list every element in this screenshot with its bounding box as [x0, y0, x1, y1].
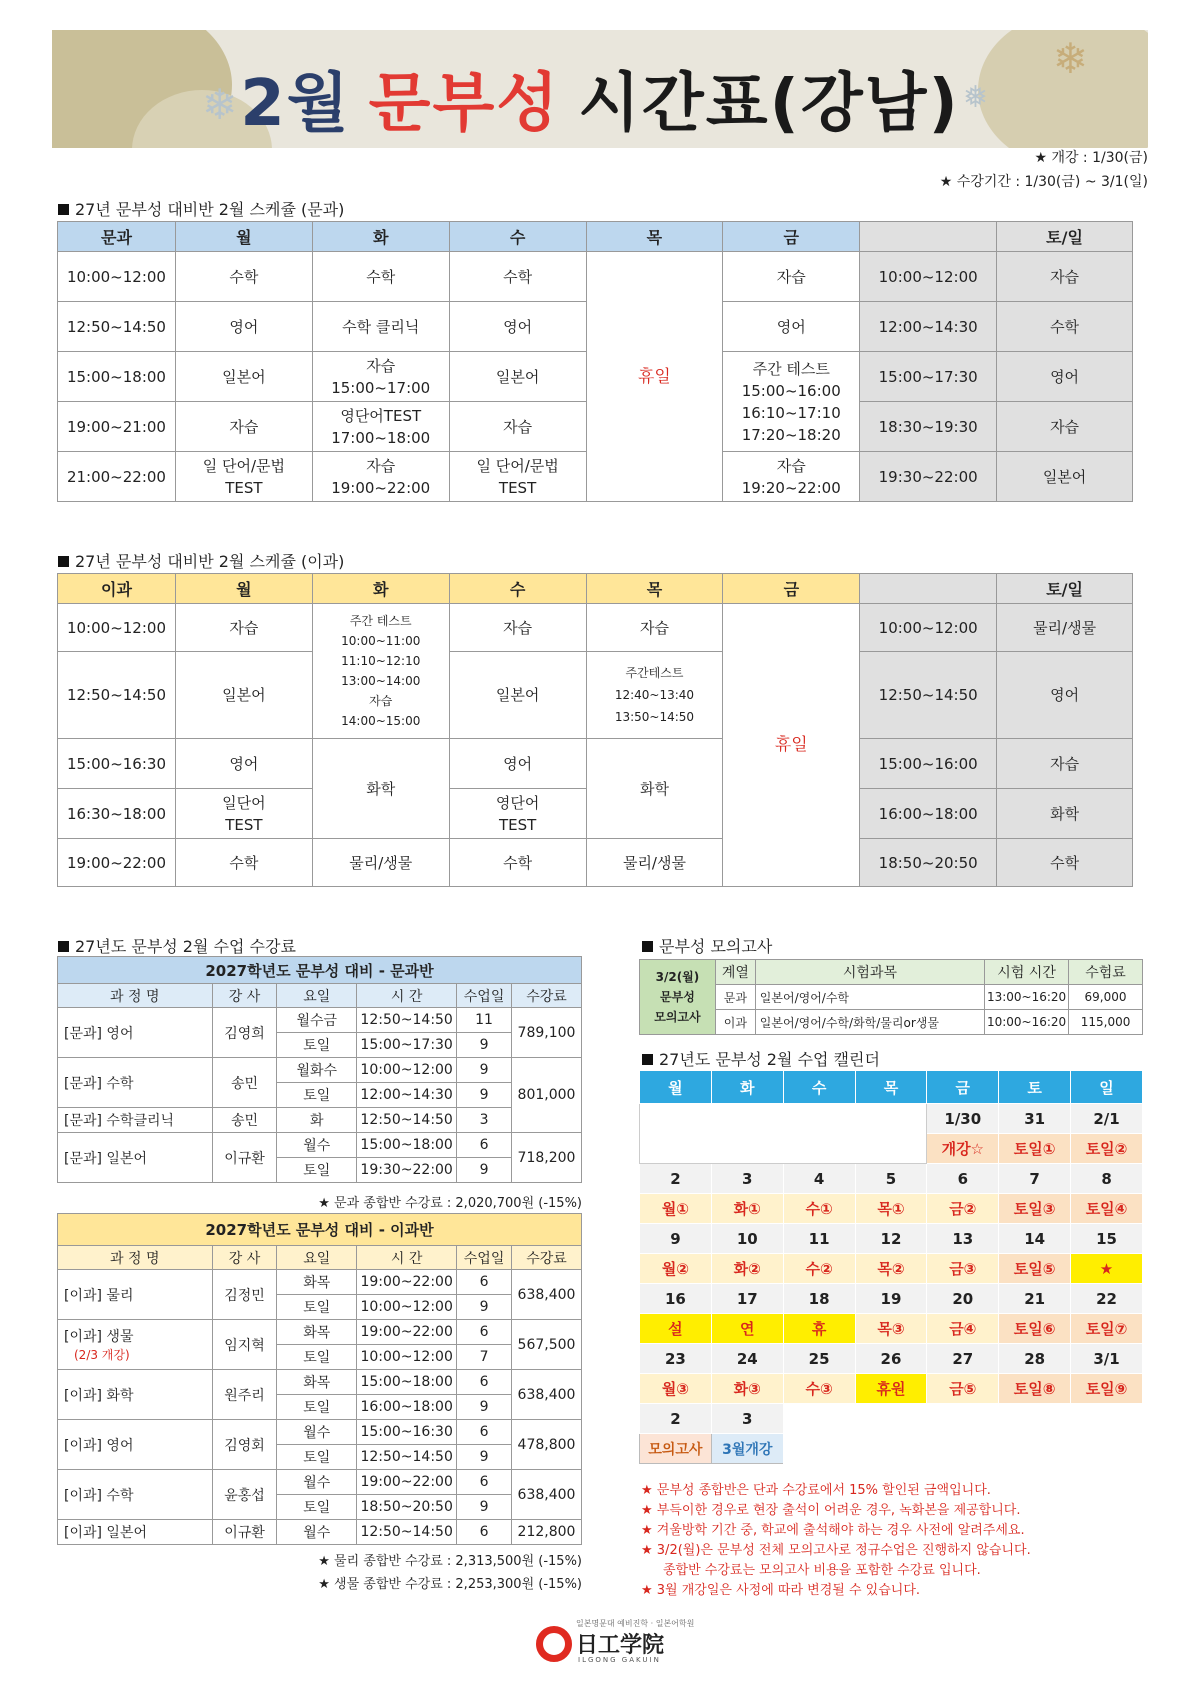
footnotes: ★ 문부성 종합반은 단과 수강료에서 15% 할인된 금액입니다. ★ 부득이한 경우로 현장 출석이 어려운 경우, 녹화본을 제공합니다. ★ 겨울방학 기간 중, 학교에 출석해야 하는 경우 사전에 알려주세요. ★ 3/2(월)은 문부성 전체 모의고사로 정규수업은 진행하지 않습니다. 종합반 수강료는 모의고사 비용을 포함한 수강료 입니다. ★ 3월 개강일은 사정에 따라 변경될 수 있습니다. [641, 1483, 1031, 1598]
thursday-holiday: 휴일 [586, 252, 723, 502]
fees-title: 27년도 문부성 2월 수업 수강료 [58, 934, 296, 957]
friday-holiday: 휴일 [723, 604, 860, 887]
humanities-schedule-title: 27년 문부성 대비반 2월 스케쥴 (문과) [58, 197, 344, 220]
science-fee-table: 2027학년도 문부성 대비 - 이과반 과 정 명 강 사 요일 시 간 수업일 수강료 [이과] 물리 김정민 화목 19:00~22:00 6 638,400 토일 10:00~12:00 9 [이과] 생물 (2/3 개강) 임지혁 화목 19:00~22:00 6 567,500 토일 10:00~12:00 7 [이과] 화학 원주리 화목 15:00~18:00 6 638,400 토일 16:00~18:00 9 [이과] 영어 김영회 월수 15:00~16:30 6 478,800 토일 12:50~14:50 9 [이과] 수학 윤홍섭 월수 19:00~22:00 6 638,400 토일 18:50~20:50 9 [이과] 일본어 이규환 월수 12:50~14:50 6 212,800 [57, 1213, 582, 1545]
page-title: 2월 문부성 시간표(강남) [240, 67, 960, 141]
header-banner [52, 30, 1148, 148]
snowflake-icon: ❄ [1052, 34, 1088, 83]
mock-exam-table: 3/2(월) 문부성 모의고사 계열 시험과목 시험 시간 수험료 문과 일본어/영어/수학 13:00~16:20 69,000 이과 일본어/영어/수학/화학/물리or생물 10:00~16:20 115,000 [639, 959, 1143, 1035]
science-schedule-table: 이과 월 화 수 목 금 토/일 10:00~12:00 자습 주간 테스트 10:00~11:00 11:10~12:10 13:00~14:00 자습 14:00~15:00 자습 자습 휴일 10:00~12:00 물리/생물 12:50~14:50 일본어 일본어 주간테스트 12:40~13:40 13:50~14:50 12:50~14:50 영어 15:00~16:30 영어 화학 영어 화학 15:00~16:00 자습 16:30~18:00 일단어 TEST 영단어 TEST 16:00~18:00 화학 19:00~22:00 수학 물리/생물 수학 물리/생물 18:50~20:50 수학 [57, 573, 1133, 887]
science-total-fees: ★ 물리 종합반 수강료 : 2,313,500원 (-15%) ★ 생물 종합반 수강료 : 2,253,300원 (-15%) [318, 1554, 582, 1592]
humanities-total-fee: ★ 문과 종합반 수강료 : 2,020,700원 (-15%) [318, 1196, 582, 1211]
calendar-title: 27년도 문부성 2월 수업 캘린더 [642, 1047, 880, 1070]
mock-exam-title: 문부성 모의고사 [642, 934, 772, 957]
snowflake-icon: ❅ [962, 80, 988, 115]
school-logo: 일본명문대 예비진학 · 일본어학원 日工学院 ILGONG GAKUIN [536, 1618, 686, 1668]
class-calendar: 월 화 수 목 금 토 일 1/30 31 2/1 개강☆ 토일① 토일② 2 3 4 5 6 7 8 월① 화① 수① 목① 금② 토일③ 토일④ 9 10 11 12 13 14 15 월② 화② 수② 목② 금③ 토일⑤ ★ 16 17 18 19 20 21 22 설 연 휴 목③ 금④ 토일⑥ 토일⑦ 23 24 25 26 27 28 3/1 월③ 화③ 수③ 휴원 금⑤ 토일⑧ 토일⑨ 2 3 모의고사 3월개강 [639, 1070, 1143, 1464]
snowflake-icon: ❄ [202, 80, 238, 129]
humanities-fee-table: 2027학년도 문부성 대비 - 문과반 과 정 명 강 사 요일 시 간 수업일 수강료 [문과] 영어 김영희 월수금 12:50~14:50 11 789,100 토일 15:00~17:30 9 [문과] 수학 송민 월화수 10:00~12:00 9 801,000 토일 12:00~14:30 9 [문과] 수학클리닉 송민 화 12:50~14:50 3 [문과] 일본어 이규환 월수 15:00~18:00 6 718,200 토일 19:30~22:00 9 [57, 956, 582, 1183]
humanities-schedule-table: 문과 월 화 수 목 금 토/일 10:00~12:00 수학 수학 수학 휴일 자습 10:00~12:00 자습 12:50~14:50 영어 수학 클리닉 영어 영어 12:00~14:30 수학 15:00~18:00 일본어 자습 15:00~17:00 일본어 주간 테스트 15:00~16:00 16:10~17:10 17:20~18:20 15:00~17:30 영어 19:00~21:00 자습 영단어TEST 17:00~18:00 자습 18:30~19:30 자습 21:00~22:00 일 단어/문법 TEST 자습 19:00~22:00 일 단어/문법 TEST 자습 19:20~22:00 19:30~22:00 일본어 [57, 221, 1133, 502]
course-dates-note: ★ 개강 : 1/30(금) ★ 수강기간 : 1/30(금) ~ 3/1(일) [939, 150, 1148, 190]
science-schedule-title: 27년 문부성 대비반 2월 스케쥴 (이과) [58, 549, 344, 572]
